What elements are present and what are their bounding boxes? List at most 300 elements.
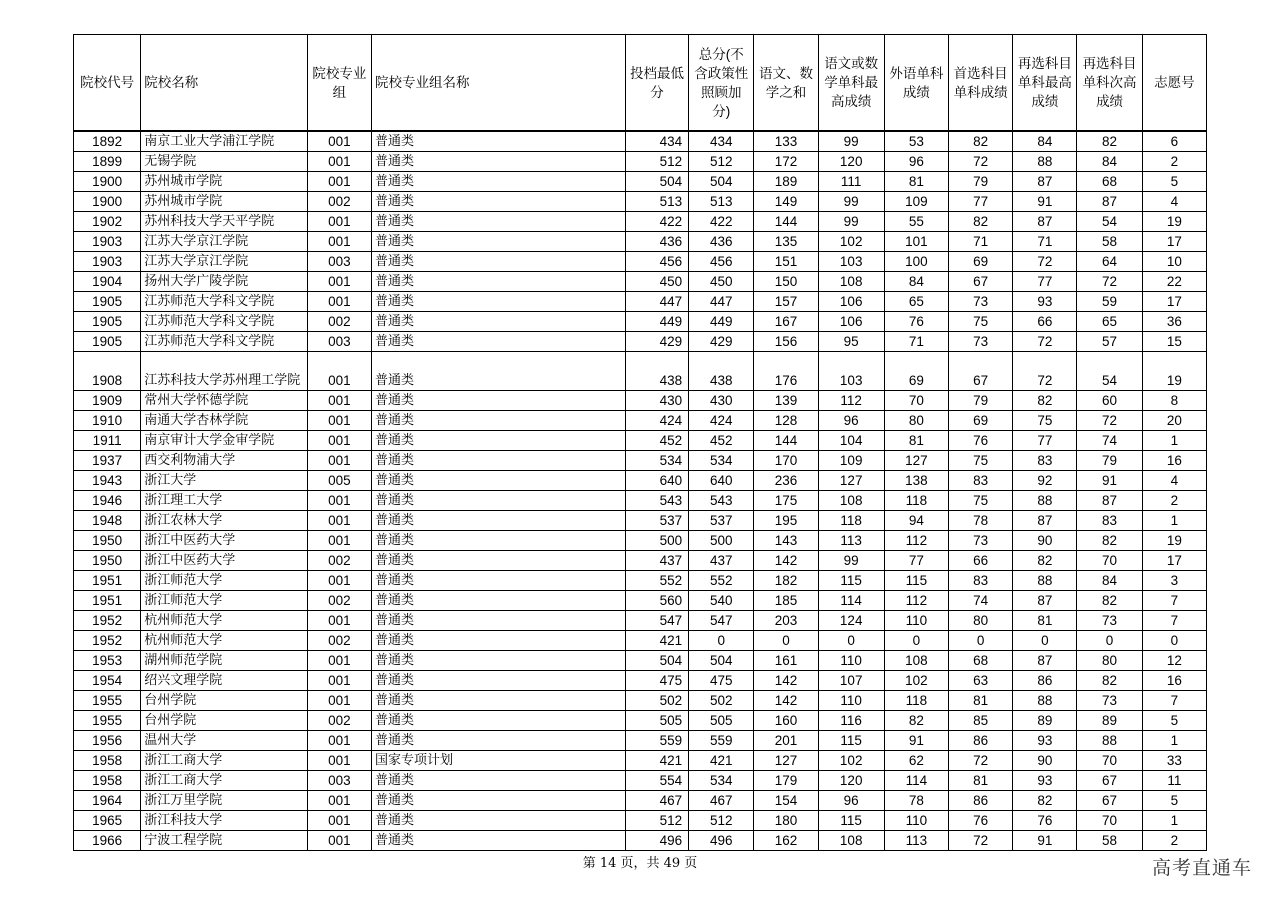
table-row — [74, 531, 1207, 551]
cell-code: 1955 — [74, 711, 141, 731]
cell-total: 505 — [689, 711, 754, 731]
cell-code: 1892 — [74, 131, 141, 152]
cell-cm-sum: 157 — [754, 292, 818, 312]
cell-cm-max: 118 — [818, 511, 884, 531]
cell-wish: 17 — [1142, 551, 1206, 571]
cell-re-second: 72 — [1077, 411, 1142, 431]
cell-re-max: 82 — [1013, 791, 1077, 811]
cell-cm-sum: 150 — [754, 272, 818, 292]
cell-re-second: 82 — [1077, 131, 1142, 152]
cell-code: 1904 — [74, 272, 141, 292]
cell-cm-sum: 142 — [754, 551, 818, 571]
cell-cm-max: 103 — [818, 252, 884, 272]
table-row — [74, 212, 1207, 232]
header-first: 首选科目单科成绩 — [949, 35, 1013, 132]
cell-name: 湖州师范学院 — [141, 651, 308, 671]
cell-wish: 3 — [1142, 571, 1206, 591]
cell-name: 南京审计大学金审学院 — [141, 431, 308, 451]
cell-foreign: 53 — [884, 131, 948, 152]
cell-first: 79 — [949, 172, 1013, 192]
cell-group: 001 — [307, 831, 371, 851]
cell-min-score: 513 — [625, 192, 688, 212]
cell-total: 547 — [689, 611, 754, 631]
cell-cm-sum: 161 — [754, 651, 818, 671]
cell-total: 543 — [689, 491, 754, 511]
cell-total: 475 — [689, 671, 754, 691]
header-cm-max: 语文或数学单科最高成绩 — [818, 35, 884, 132]
table-row — [74, 411, 1207, 431]
cell-code: 1952 — [74, 611, 141, 631]
cell-cm-max: 99 — [818, 551, 884, 571]
cell-re-max: 87 — [1013, 651, 1077, 671]
cell-re-second: 57 — [1077, 332, 1142, 352]
cell-group-name: 普通类 — [372, 511, 626, 531]
cell-first: 76 — [949, 431, 1013, 451]
cell-total: 534 — [689, 451, 754, 471]
cell-group-name: 普通类 — [372, 131, 626, 152]
cell-min-score: 452 — [625, 431, 688, 451]
cell-name: 绍兴文理学院 — [141, 671, 308, 691]
cell-total: 450 — [689, 272, 754, 292]
cell-re-second: 54 — [1077, 212, 1142, 232]
cell-total: 456 — [689, 252, 754, 272]
cell-min-score: 456 — [625, 252, 688, 272]
cell-re-max: 88 — [1013, 491, 1077, 511]
cell-cm-sum: 167 — [754, 312, 818, 332]
cell-name: 无锡学院 — [141, 152, 308, 172]
cell-cm-max: 108 — [818, 491, 884, 511]
cell-wish: 22 — [1142, 272, 1206, 292]
cell-wish: 5 — [1142, 791, 1206, 811]
cell-group-name: 普通类 — [372, 711, 626, 731]
cell-total: 552 — [689, 571, 754, 591]
cell-code: 1958 — [74, 751, 141, 771]
cell-cm-sum: 236 — [754, 471, 818, 491]
cell-group-name: 普通类 — [372, 152, 626, 172]
cell-wish: 1 — [1142, 811, 1206, 831]
header-group-name: 院校专业组名称 — [372, 35, 626, 132]
cell-first: 86 — [949, 731, 1013, 751]
cell-cm-max: 115 — [818, 571, 884, 591]
cell-wish: 2 — [1142, 491, 1206, 511]
table-row — [74, 192, 1207, 212]
cell-re-second: 72 — [1077, 272, 1142, 292]
cell-re-max: 92 — [1013, 471, 1077, 491]
cell-wish: 20 — [1142, 411, 1206, 431]
table-row — [74, 731, 1207, 751]
cell-cm-max: 103 — [818, 352, 884, 391]
cell-total: 496 — [689, 831, 754, 851]
cell-re-second: 58 — [1077, 232, 1142, 252]
cell-min-score: 449 — [625, 312, 688, 332]
cell-foreign: 110 — [884, 811, 948, 831]
cell-foreign: 82 — [884, 711, 948, 731]
cell-wish: 4 — [1142, 471, 1206, 491]
cell-total: 467 — [689, 791, 754, 811]
table-row — [74, 711, 1207, 731]
cell-first: 68 — [949, 651, 1013, 671]
cell-cm-sum: 201 — [754, 731, 818, 751]
cell-name: 宁波工程学院 — [141, 831, 308, 851]
cell-total: 437 — [689, 551, 754, 571]
cell-wish: 1 — [1142, 431, 1206, 451]
cell-cm-max: 96 — [818, 791, 884, 811]
cell-first: 71 — [949, 232, 1013, 252]
cell-group: 002 — [307, 312, 371, 332]
cell-cm-sum: 182 — [754, 571, 818, 591]
cell-first: 83 — [949, 471, 1013, 491]
cell-foreign: 94 — [884, 511, 948, 531]
cell-name: 杭州师范大学 — [141, 611, 308, 631]
cell-group-name: 普通类 — [372, 571, 626, 591]
cell-min-score: 554 — [625, 771, 688, 791]
cell-wish: 8 — [1142, 391, 1206, 411]
cell-total: 424 — [689, 411, 754, 431]
cell-re-second: 91 — [1077, 471, 1142, 491]
header-foreign: 外语单科成绩 — [884, 35, 948, 132]
cell-min-score: 552 — [625, 571, 688, 591]
cell-foreign: 69 — [884, 352, 948, 391]
cell-cm-sum: 143 — [754, 531, 818, 551]
cell-foreign: 127 — [884, 451, 948, 471]
cell-cm-max: 109 — [818, 451, 884, 471]
cell-min-score: 450 — [625, 272, 688, 292]
cell-name: 浙江大学 — [141, 471, 308, 491]
cell-group: 001 — [307, 671, 371, 691]
cell-code: 1900 — [74, 192, 141, 212]
cell-min-score: 436 — [625, 232, 688, 252]
cell-foreign: 115 — [884, 571, 948, 591]
cell-re-second: 79 — [1077, 451, 1142, 471]
cell-re-max: 90 — [1013, 751, 1077, 771]
cell-group: 001 — [307, 272, 371, 292]
cell-name: 江苏大学京江学院 — [141, 252, 308, 272]
cell-first: 80 — [949, 611, 1013, 631]
cell-group-name: 普通类 — [372, 831, 626, 851]
header-group: 院校专业组 — [307, 35, 371, 132]
cell-group-name: 普通类 — [372, 811, 626, 831]
cell-group-name: 普通类 — [372, 531, 626, 551]
cell-re-second: 80 — [1077, 651, 1142, 671]
cell-foreign: 109 — [884, 192, 948, 212]
cell-first: 73 — [949, 292, 1013, 312]
cell-cm-sum: 128 — [754, 411, 818, 431]
header-name: 院校名称 — [141, 35, 308, 132]
cell-cm-sum: 179 — [754, 771, 818, 791]
cell-re-max: 87 — [1013, 591, 1077, 611]
cell-cm-max: 120 — [818, 152, 884, 172]
cell-group: 001 — [307, 172, 371, 192]
cell-first: 75 — [949, 312, 1013, 332]
cell-foreign: 112 — [884, 531, 948, 551]
cell-group-name: 普通类 — [372, 391, 626, 411]
cell-code: 1937 — [74, 451, 141, 471]
cell-group-name: 普通类 — [372, 312, 626, 332]
cell-foreign: 70 — [884, 391, 948, 411]
cell-re-second: 58 — [1077, 831, 1142, 851]
cell-wish: 4 — [1142, 192, 1206, 212]
cell-group: 001 — [307, 212, 371, 232]
cell-cm-sum: 156 — [754, 332, 818, 352]
cell-code: 1948 — [74, 511, 141, 531]
cell-foreign: 113 — [884, 831, 948, 851]
cell-group: 001 — [307, 611, 371, 631]
cell-total: 504 — [689, 651, 754, 671]
cell-group: 001 — [307, 811, 371, 831]
cell-code: 1955 — [74, 691, 141, 711]
cell-min-score: 534 — [625, 451, 688, 471]
cell-group: 001 — [307, 232, 371, 252]
table-row — [74, 811, 1207, 831]
cell-re-max: 66 — [1013, 312, 1077, 332]
cell-re-second: 67 — [1077, 771, 1142, 791]
cell-min-score: 500 — [625, 531, 688, 551]
cell-cm-max: 127 — [818, 471, 884, 491]
cell-group-name: 普通类 — [372, 212, 626, 232]
cell-group: 001 — [307, 491, 371, 511]
cell-re-second: 68 — [1077, 172, 1142, 192]
cell-re-second: 74 — [1077, 431, 1142, 451]
cell-re-max: 72 — [1013, 252, 1077, 272]
cell-cm-sum: 142 — [754, 691, 818, 711]
header-code: 院校代号 — [74, 35, 141, 132]
cell-wish: 6 — [1142, 131, 1206, 152]
cell-group: 001 — [307, 411, 371, 431]
cell-first: 74 — [949, 591, 1013, 611]
cell-wish: 10 — [1142, 252, 1206, 272]
cell-group-name: 普通类 — [372, 631, 626, 651]
cell-total: 502 — [689, 691, 754, 711]
table-row — [74, 751, 1207, 771]
cell-re-second: 73 — [1077, 611, 1142, 631]
cell-group: 003 — [307, 252, 371, 272]
cell-name: 浙江工商大学 — [141, 751, 308, 771]
cell-code: 1953 — [74, 651, 141, 671]
cell-min-score: 424 — [625, 411, 688, 431]
cell-cm-sum: 154 — [754, 791, 818, 811]
cell-group: 002 — [307, 192, 371, 212]
table-body — [74, 131, 1207, 851]
cell-cm-sum: 127 — [754, 751, 818, 771]
cell-total: 447 — [689, 292, 754, 312]
cell-code: 1966 — [74, 831, 141, 851]
cell-foreign: 84 — [884, 272, 948, 292]
cell-group: 002 — [307, 631, 371, 651]
cell-re-max: 88 — [1013, 152, 1077, 172]
table-row — [74, 172, 1207, 192]
cell-group: 001 — [307, 391, 371, 411]
cell-total: 434 — [689, 131, 754, 152]
table-row — [74, 332, 1207, 352]
cell-group-name: 普通类 — [372, 411, 626, 431]
cell-re-second: 64 — [1077, 252, 1142, 272]
cell-min-score: 504 — [625, 172, 688, 192]
cell-re-max: 86 — [1013, 671, 1077, 691]
cell-group: 001 — [307, 352, 371, 391]
cell-wish: 7 — [1142, 691, 1206, 711]
cell-group: 001 — [307, 511, 371, 531]
cell-code: 1910 — [74, 411, 141, 431]
cell-first: 72 — [949, 751, 1013, 771]
cell-total: 512 — [689, 152, 754, 172]
cell-foreign: 0 — [884, 631, 948, 651]
cell-first: 81 — [949, 691, 1013, 711]
cell-name: 浙江中医药大学 — [141, 531, 308, 551]
cell-min-score: 467 — [625, 791, 688, 811]
table-row — [74, 451, 1207, 471]
cell-name: 江苏科技大学苏州理工学院 — [141, 352, 308, 391]
cell-wish: 12 — [1142, 651, 1206, 671]
table-row — [74, 232, 1207, 252]
cell-cm-max: 116 — [818, 711, 884, 731]
cell-foreign: 138 — [884, 471, 948, 491]
cell-group-name: 普通类 — [372, 431, 626, 451]
cell-cm-max: 108 — [818, 831, 884, 851]
cell-cm-sum: 144 — [754, 431, 818, 451]
cell-foreign: 110 — [884, 611, 948, 631]
cell-re-max: 91 — [1013, 192, 1077, 212]
cell-code: 1900 — [74, 172, 141, 192]
cell-re-second: 73 — [1077, 691, 1142, 711]
cell-re-max: 90 — [1013, 531, 1077, 551]
cell-re-max: 89 — [1013, 711, 1077, 731]
cell-name: 江苏师范大学科文学院 — [141, 312, 308, 332]
cell-total: 438 — [689, 352, 754, 391]
cell-wish: 15 — [1142, 332, 1206, 352]
cell-group-name: 普通类 — [372, 292, 626, 312]
cell-cm-sum: 189 — [754, 172, 818, 192]
cell-re-max: 88 — [1013, 691, 1077, 711]
table-row — [74, 511, 1207, 531]
cell-wish: 1 — [1142, 511, 1206, 531]
cell-group: 001 — [307, 431, 371, 451]
table-row — [74, 352, 1207, 391]
cell-first: 86 — [949, 791, 1013, 811]
cell-name: 浙江工商大学 — [141, 771, 308, 791]
cell-name: 苏州城市学院 — [141, 192, 308, 212]
cell-min-score: 559 — [625, 731, 688, 751]
cell-total: 513 — [689, 192, 754, 212]
cell-min-score: 560 — [625, 591, 688, 611]
cell-foreign: 81 — [884, 172, 948, 192]
cell-first: 63 — [949, 671, 1013, 691]
cell-re-max: 93 — [1013, 771, 1077, 791]
cell-total: 449 — [689, 312, 754, 332]
cell-cm-sum: 175 — [754, 491, 818, 511]
cell-cm-max: 99 — [818, 192, 884, 212]
header-re-max: 再选科目单科最高成绩 — [1013, 35, 1077, 132]
cell-code: 1911 — [74, 431, 141, 451]
header-min-score: 投档最低分 — [625, 35, 688, 132]
cell-name: 浙江万里学院 — [141, 791, 308, 811]
cell-group-name: 普通类 — [372, 252, 626, 272]
cell-re-second: 82 — [1077, 671, 1142, 691]
cell-code: 1965 — [74, 811, 141, 831]
table-row — [74, 691, 1207, 711]
cell-re-second: 60 — [1077, 391, 1142, 411]
header-wish: 志愿号 — [1142, 35, 1206, 132]
cell-group: 001 — [307, 531, 371, 551]
cell-group-name: 普通类 — [372, 232, 626, 252]
cell-re-max: 75 — [1013, 411, 1077, 431]
cell-re-max: 83 — [1013, 451, 1077, 471]
cell-total: 421 — [689, 751, 754, 771]
cell-min-score: 437 — [625, 551, 688, 571]
cell-cm-max: 120 — [818, 771, 884, 791]
table-row — [74, 152, 1207, 172]
cell-name: 浙江农林大学 — [141, 511, 308, 531]
cell-code: 1950 — [74, 551, 141, 571]
cell-code: 1905 — [74, 332, 141, 352]
cell-total: 534 — [689, 771, 754, 791]
cell-foreign: 118 — [884, 691, 948, 711]
cell-first: 66 — [949, 551, 1013, 571]
cell-cm-max: 112 — [818, 391, 884, 411]
cell-total: 430 — [689, 391, 754, 411]
cell-first: 67 — [949, 272, 1013, 292]
cell-min-score: 422 — [625, 212, 688, 232]
cell-cm-max: 115 — [818, 731, 884, 751]
table-row — [74, 671, 1207, 691]
cell-re-max: 82 — [1013, 551, 1077, 571]
cell-group-name: 国家专项计划 — [372, 751, 626, 771]
cell-group: 001 — [307, 731, 371, 751]
table-row — [74, 252, 1207, 272]
cell-name: 江苏大学京江学院 — [141, 232, 308, 252]
cell-wish: 5 — [1142, 172, 1206, 192]
table-row — [74, 391, 1207, 411]
cell-foreign: 77 — [884, 551, 948, 571]
cell-cm-max: 113 — [818, 531, 884, 551]
cell-group: 001 — [307, 152, 371, 172]
cell-wish: 16 — [1142, 671, 1206, 691]
cell-name: 苏州城市学院 — [141, 172, 308, 192]
cell-group-name: 普通类 — [372, 771, 626, 791]
cell-total: 504 — [689, 172, 754, 192]
cell-name: 浙江师范大学 — [141, 591, 308, 611]
cell-re-second: 67 — [1077, 791, 1142, 811]
cell-first: 75 — [949, 491, 1013, 511]
cell-cm-sum: 149 — [754, 192, 818, 212]
table-row — [74, 571, 1207, 591]
cell-name: 台州学院 — [141, 711, 308, 731]
cell-cm-max: 111 — [818, 172, 884, 192]
cell-wish: 16 — [1142, 451, 1206, 471]
cell-name: 江苏师范大学科文学院 — [141, 292, 308, 312]
cell-cm-sum: 203 — [754, 611, 818, 631]
table-row — [74, 551, 1207, 571]
cell-cm-sum: 195 — [754, 511, 818, 531]
cell-code: 1952 — [74, 631, 141, 651]
cell-cm-sum: 185 — [754, 591, 818, 611]
table-row — [74, 651, 1207, 671]
cell-min-score: 475 — [625, 671, 688, 691]
cell-total: 0 — [689, 631, 754, 651]
cell-total: 436 — [689, 232, 754, 252]
cell-total: 429 — [689, 332, 754, 352]
cell-group-name: 普通类 — [372, 192, 626, 212]
cell-wish: 0 — [1142, 631, 1206, 651]
cell-first: 83 — [949, 571, 1013, 591]
cell-first: 72 — [949, 152, 1013, 172]
cell-wish: 11 — [1142, 771, 1206, 791]
cell-total: 559 — [689, 731, 754, 751]
cell-first: 73 — [949, 531, 1013, 551]
cell-re-second: 70 — [1077, 811, 1142, 831]
cell-foreign: 80 — [884, 411, 948, 431]
cell-group-name: 普通类 — [372, 332, 626, 352]
cell-total: 537 — [689, 511, 754, 531]
